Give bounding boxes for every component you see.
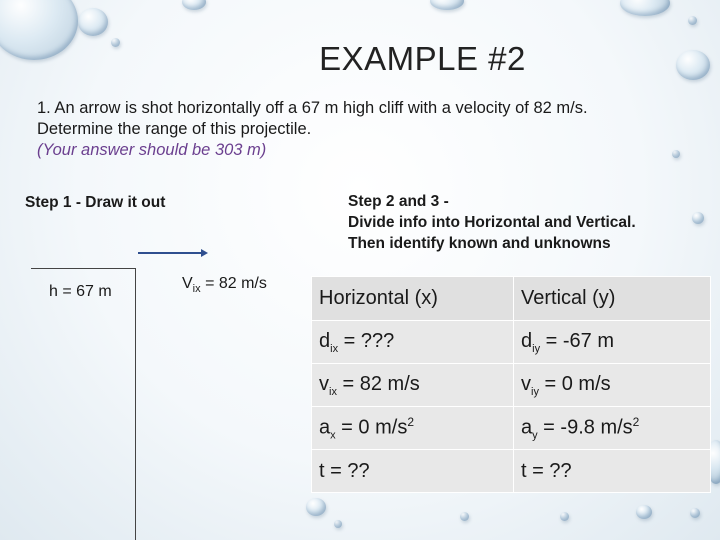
cell-sym: d (521, 329, 533, 352)
velocity-symbol: V (182, 275, 193, 292)
water-drop-decoration (430, 0, 464, 10)
known-unknowns-table (311, 276, 711, 493)
cell-sym: v (319, 372, 329, 395)
cell-sub: ix (329, 385, 337, 398)
cliff-outline (31, 268, 136, 540)
step-2-line: Divide info into Horizontal and Vertical. (348, 214, 636, 231)
cell-sym: a (521, 416, 533, 439)
cliff-height-label: h = 67 m (49, 283, 112, 300)
water-drop-decoration (182, 0, 206, 10)
vertical-cell (514, 321, 711, 364)
velocity-subscript: ix (192, 283, 201, 296)
step-2-line: Then identify known and unknowns (348, 235, 611, 252)
cell-sym: v (521, 372, 531, 395)
cell-rest: = 82 m/s (336, 372, 420, 395)
water-drop-decoration (692, 212, 704, 224)
header-horizontal: Horizontal (x) (312, 277, 514, 321)
horizontal-cell (312, 450, 514, 493)
velocity-label (182, 275, 267, 295)
cell-sym: d (319, 329, 331, 352)
slide-title: EXAMPLE #2 (319, 40, 526, 77)
table-row (312, 364, 711, 407)
horizontal-cell (312, 364, 514, 407)
water-drop-decoration (334, 520, 342, 528)
step-1-heading: Step 1 - Draw it out (25, 194, 166, 211)
vertical-cell (514, 407, 711, 450)
problem-line: 1. An arrow is shot horizontally off a 67 m high cliff with a velocity of 82 m/s. (37, 99, 588, 117)
table-header-row (312, 277, 711, 321)
cell-sub: x (330, 429, 336, 442)
problem-statement (37, 98, 677, 161)
water-drop-decoration (78, 8, 108, 36)
horizontal-cell (312, 407, 514, 450)
water-drop-decoration (306, 498, 326, 516)
cell-rest: = 0 m/s (335, 416, 408, 439)
problem-line: Determine the range of this projectile. (37, 120, 312, 138)
vertical-cell (514, 364, 711, 407)
cell-rest: = ??? (338, 329, 395, 352)
step-2-line: Step 2 and 3 - (348, 193, 449, 210)
cell-sub: iy (531, 385, 539, 398)
water-drop-decoration (688, 16, 697, 25)
cell-sub: ix (330, 342, 339, 355)
cell-sub: y (532, 429, 538, 442)
cell-rest: = ?? (324, 459, 370, 482)
cell-rest: = -67 m (540, 329, 614, 352)
header-vertical: Vertical (y) (514, 277, 711, 321)
vertical-cell (514, 450, 711, 493)
cell-sym: t (319, 459, 325, 482)
water-drop-decoration (636, 505, 652, 519)
water-drop-decoration (560, 512, 569, 521)
velocity-value: = 82 m/s (200, 275, 267, 292)
cell-sup: 2 (632, 414, 640, 429)
cell-rest: = ?? (526, 459, 572, 482)
velocity-arrow-icon (138, 248, 208, 258)
horizontal-cell (312, 321, 514, 364)
cell-rest: = -9.8 m/s (537, 416, 633, 439)
water-drop-decoration (620, 0, 670, 16)
water-drop-decoration (690, 508, 700, 518)
cell-sym: t (521, 459, 527, 482)
cell-rest: = 0 m/s (538, 372, 611, 395)
step-2-heading (348, 191, 636, 254)
cell-sup: 2 (407, 414, 415, 429)
answer-hint: (Your answer should be 303 m) (37, 141, 267, 159)
water-drop-decoration (460, 512, 469, 521)
cell-sub: iy (532, 342, 541, 355)
table-row (312, 321, 711, 364)
table-row (312, 450, 711, 493)
table-row (312, 407, 711, 450)
cell-sym: a (319, 416, 331, 439)
